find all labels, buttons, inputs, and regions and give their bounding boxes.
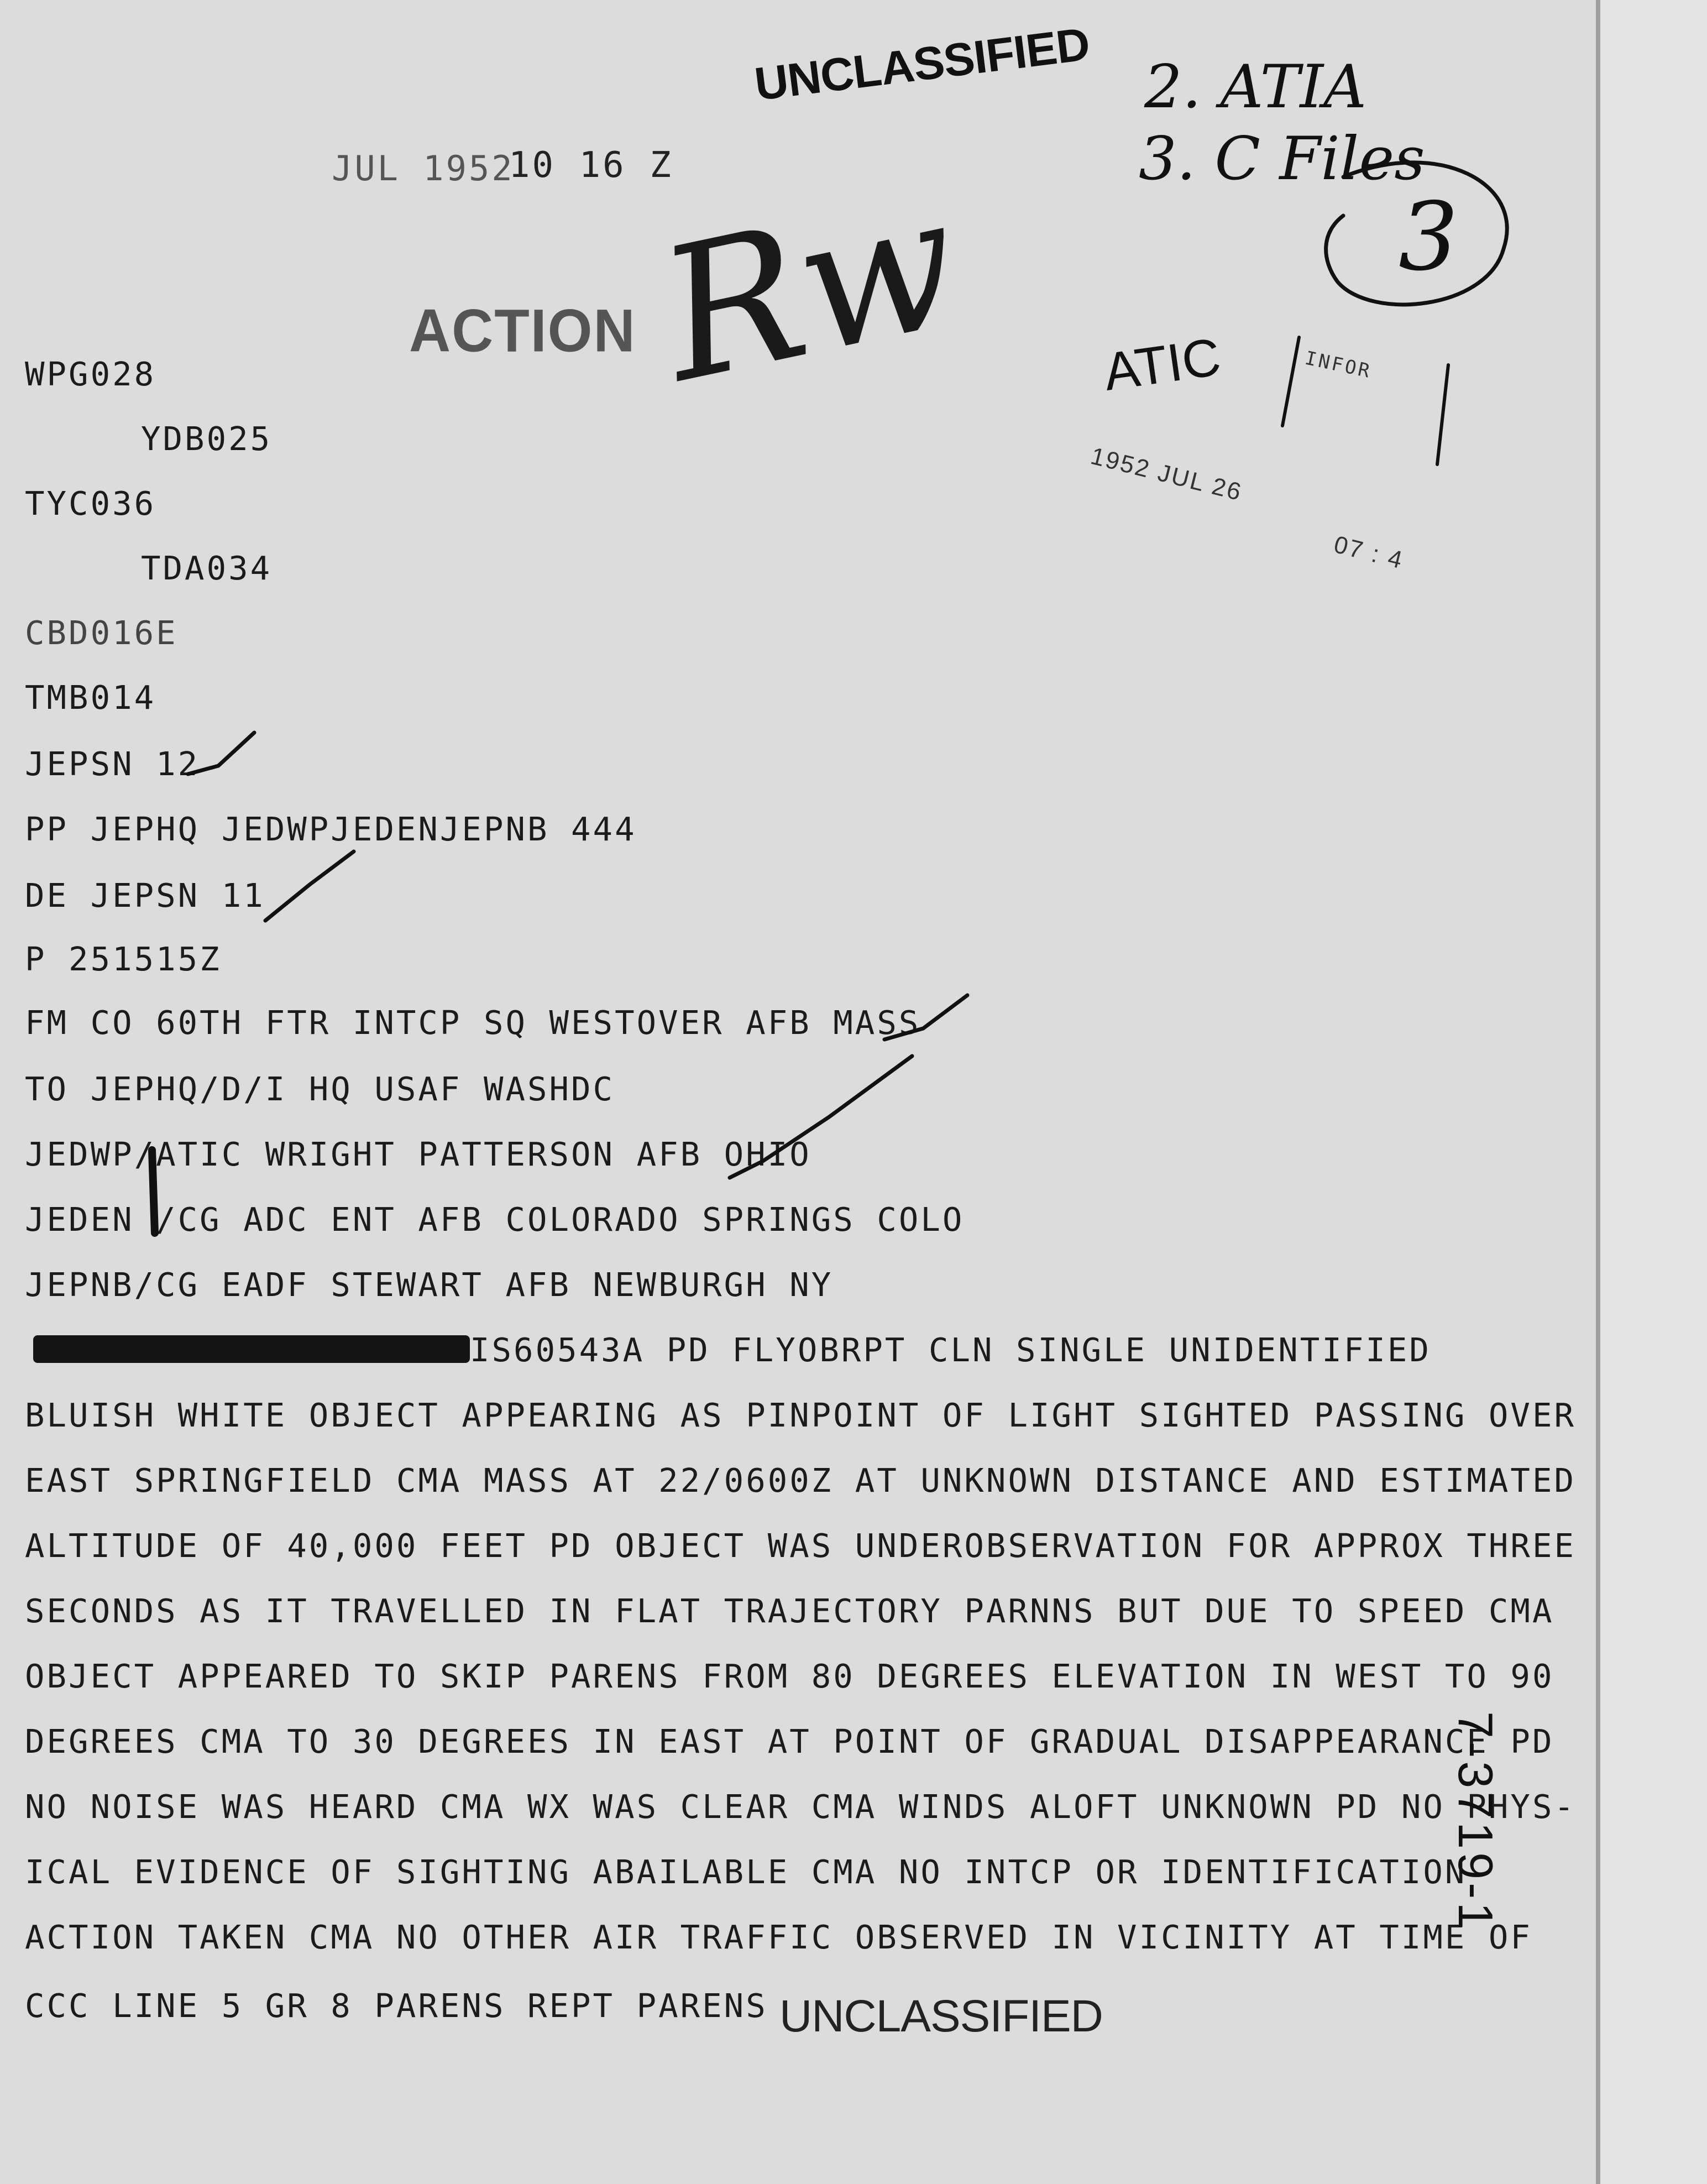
unclassified-stamp-top: UNCLASSIFIED [752,17,1092,111]
body-line: CCC LINE 5 GR 8 PARENS REPT PARENS [25,1987,768,2025]
body-line: ALTITUDE OF 40,000 FEET PD OBJECT WAS UNDEROBSERVATION FOR APPROX THREE [25,1527,1576,1565]
header-line: WPG028 [25,355,156,393]
body-first-line: IS60543A PD FLYOBRPT CLN SINGLE UNIDENTIFIED [470,1331,1431,1369]
unclassified-stamp-bottom: UNCLASSIFIED [779,1991,1103,2041]
header-line: PP JEPHQ JEDWPJEDENJEPNB 444 [25,810,637,848]
body-line: OBJECT APPEARED TO SKIP PARENS FROM 80 DEGREES ELEVATION IN WEST TO 90 [25,1657,1554,1695]
header-line: TDA034 [141,549,273,587]
body-line: NO NOISE WAS HEARD CMA WX WAS CLEAR CMA WINDS ALOFT UNKNOWN PD NO PHYS- [25,1788,1576,1826]
from-line: FM CO 60TH FTR INTCP SQ WESTOVER AFB MASS [25,1004,921,1042]
body-line: SECONDS AS IT TRAVELLED IN FLAT TRAJECTORY PARNNS BUT DUE TO SPEED CMA [25,1592,1554,1630]
routing-note-1: 2. ATIA [1144,53,1367,122]
header-line: TYC036 [25,484,156,523]
header-line: DE JEPSN 11 [25,876,265,915]
header-line: TMB014 [25,678,156,717]
header-line: CBD016E [25,614,178,652]
received-time-stamp: 10 16 Z [509,145,673,186]
routing-note-2: 3. C Files [1139,124,1425,194]
body-line: ICAL EVIDENCE OF SIGHTING ABAILABLE CMA NO INTCP OR IDENTIFICATION [25,1853,1467,1891]
header-line: YDB025 [141,420,273,458]
circled-number: 3 [1399,182,1459,292]
to-line: TO JEPHQ/D/I HQ USAF WASHDC [25,1070,615,1108]
info-line: JEDWP/ATIC WRIGHT PATTERSON AFB OHIO [25,1135,811,1173]
body-line: DEGREES CMA TO 30 DEGREES IN EAST AT POINT OF GRADUAL DISAPPEARANCE PD [25,1722,1554,1760]
action-stamp: ACTION [409,297,636,365]
header-line: JEPSN 12 [25,745,200,783]
redaction-bar [33,1335,470,1363]
body-line: ACTION TAKEN CMA NO OTHER AIR TRAFFIC OBSERVED IN VICINITY AT TIME OF [25,1918,1532,1956]
atic-stamp: ATIC [1100,327,1224,402]
check-mark [265,851,354,921]
info-line: JEDEN /CG ADC ENT AFB COLORADO SPRINGS COLO [25,1200,965,1239]
info-line: JEPNB/CG EADF STEWART AFB NEWBURGH NY [25,1266,834,1304]
file-number: 7-3719-1 [1448,1711,1503,1933]
atic-date-stamp: 1952 JUL 26 [1088,442,1245,506]
body-line: EAST SPRINGFIELD CMA MASS AT 22/0600Z AT UNKNOWN DISTANCE AND ESTIMATED [25,1461,1576,1499]
header-line: P 251515Z [25,940,222,978]
atic-time-stamp: 07 : 4 [1331,531,1407,574]
atic-box-label: INFOR [1303,347,1374,383]
body-line: BLUISH WHITE OBJECT APPEARING AS PINPOINT OF LIGHT SIGHTED PASSING OVER [25,1396,1576,1434]
handwritten-initials: Rw [644,154,976,423]
received-date-stamp: JUL 1952 [332,148,515,189]
film-edge [1600,0,1707,2184]
